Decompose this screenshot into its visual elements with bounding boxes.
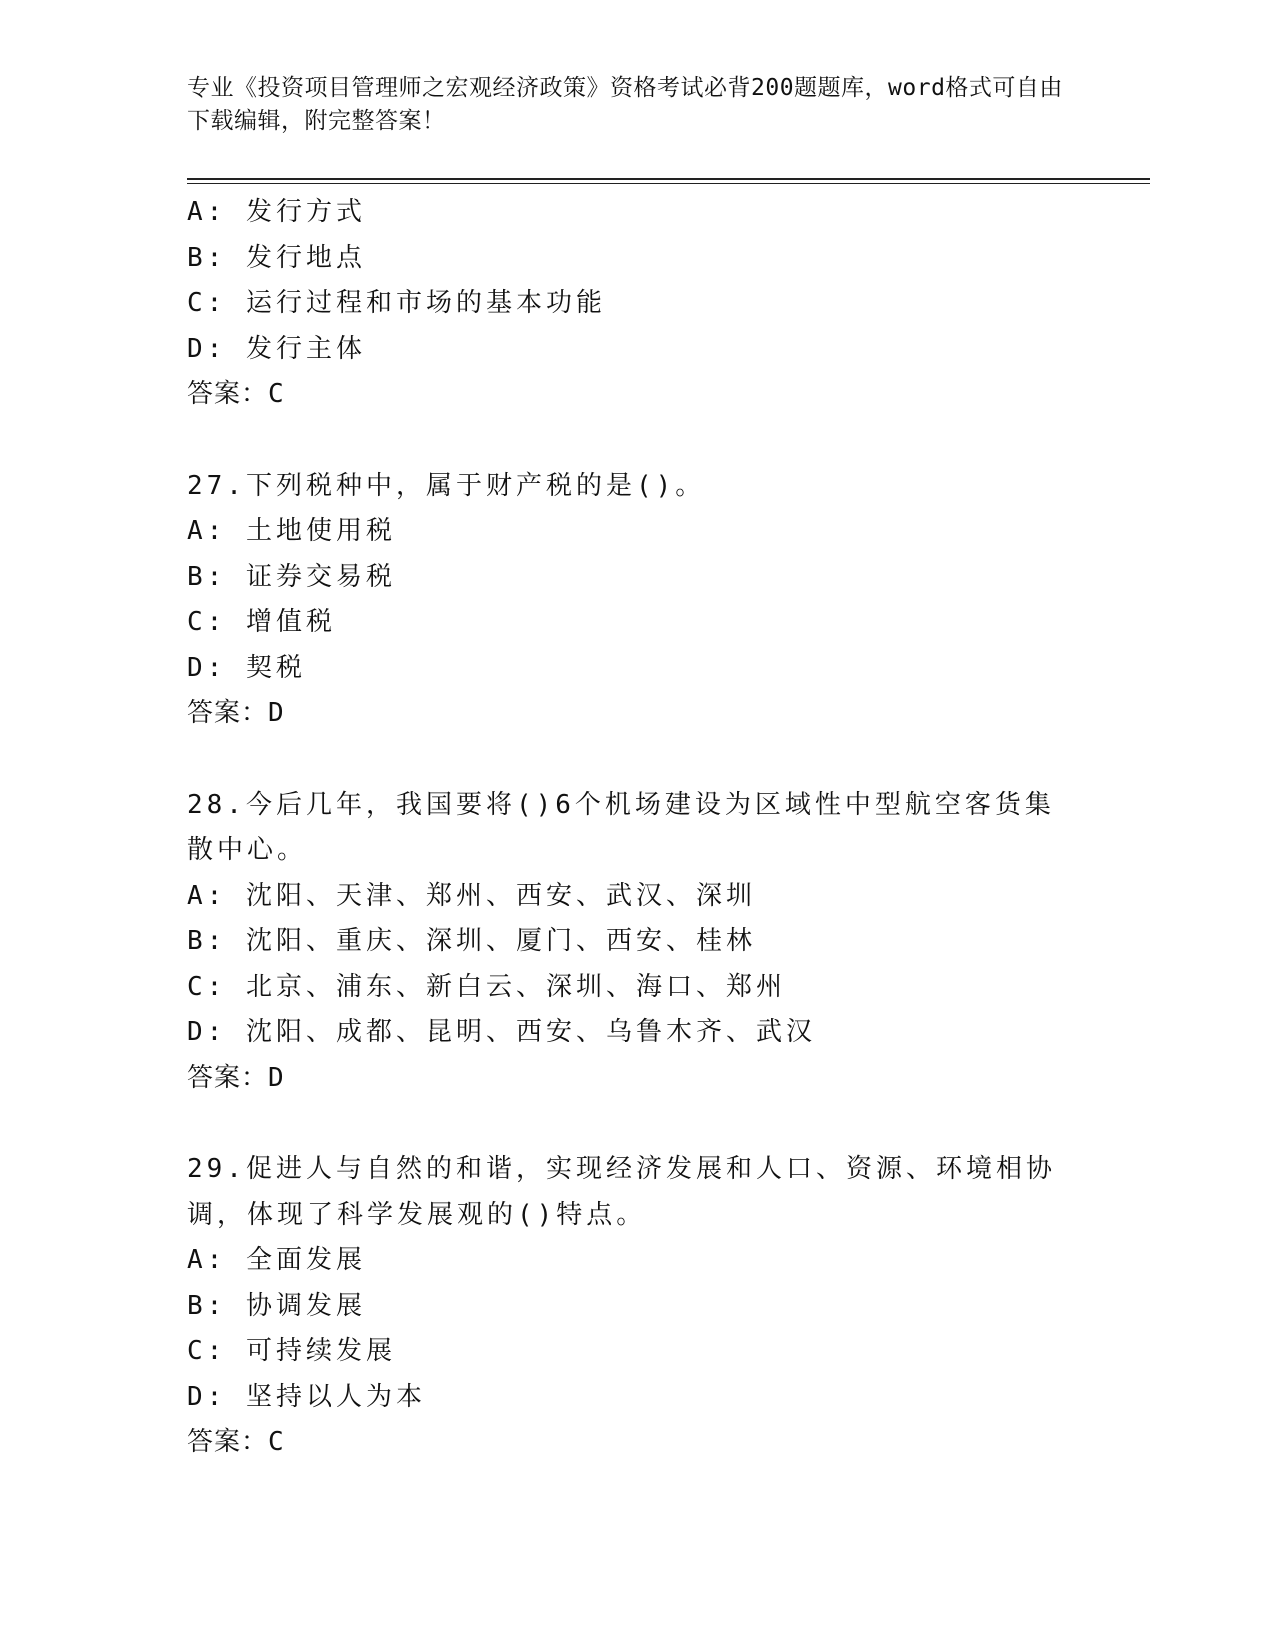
answer-line: 答案：D — [187, 1062, 285, 1093]
option-a: A: 全面发展 — [187, 1245, 366, 1275]
option-d: D: 契税 — [187, 652, 306, 683]
option-b: B: 发行地点 — [187, 242, 366, 273]
question-stem: 29.促进人与自然的和谐，实现经济发展和人口、资源、环境相协调，体现了科学发展观的()特点。 — [187, 1154, 1056, 1230]
document-header: 专业《投资项目管理师之宏观经济政策》资格考试必背200题题库，word格式可自由下载编辑，附完整答案！ — [187, 75, 1063, 134]
option-b: B: 协调发展 — [187, 1290, 366, 1321]
option-d: D: 发行主体 — [187, 333, 366, 364]
option-c: C: 运行过程和市场的基本功能 — [187, 288, 606, 318]
question-28 — [187, 783, 1087, 1102]
option-c: C: 增值税 — [187, 607, 336, 637]
option-b: B: 沈阳、重庆、深圳、厦门、西安、桂林 — [187, 926, 756, 956]
question-29 — [187, 1147, 1087, 1466]
option-d: D: 坚持以人为本 — [187, 1381, 426, 1412]
header-rule-thin — [187, 183, 1150, 184]
answer-line: 答案：C — [187, 379, 285, 409]
option-c: C: 北京、浦东、新白云、深圳、海口、郑州 — [187, 971, 786, 1002]
header-rule-thick — [187, 178, 1150, 180]
option-a: A: 土地使用税 — [187, 516, 396, 546]
question-fragment — [187, 190, 1087, 418]
question-stem: 28.今后几年，我国要将()6个机场建设为区域性中型航空客货集散中心。 — [187, 789, 1055, 865]
option-d: D: 沈阳、成都、昆明、西安、乌鲁木齐、武汉 — [187, 1017, 816, 1047]
answer-line: 答案：C — [187, 1427, 285, 1457]
option-b: B: 证券交易税 — [187, 561, 396, 592]
option-a: A: 发行方式 — [187, 197, 366, 227]
document-body — [187, 190, 1087, 1466]
answer-line: 答案：D — [187, 698, 285, 728]
option-a: A: 沈阳、天津、郑州、西安、武汉、深圳 — [187, 880, 756, 911]
question-27 — [187, 464, 1087, 737]
option-c: C: 可持续发展 — [187, 1336, 396, 1366]
question-stem: 27.下列税种中，属于财产税的是()。 — [187, 470, 706, 501]
